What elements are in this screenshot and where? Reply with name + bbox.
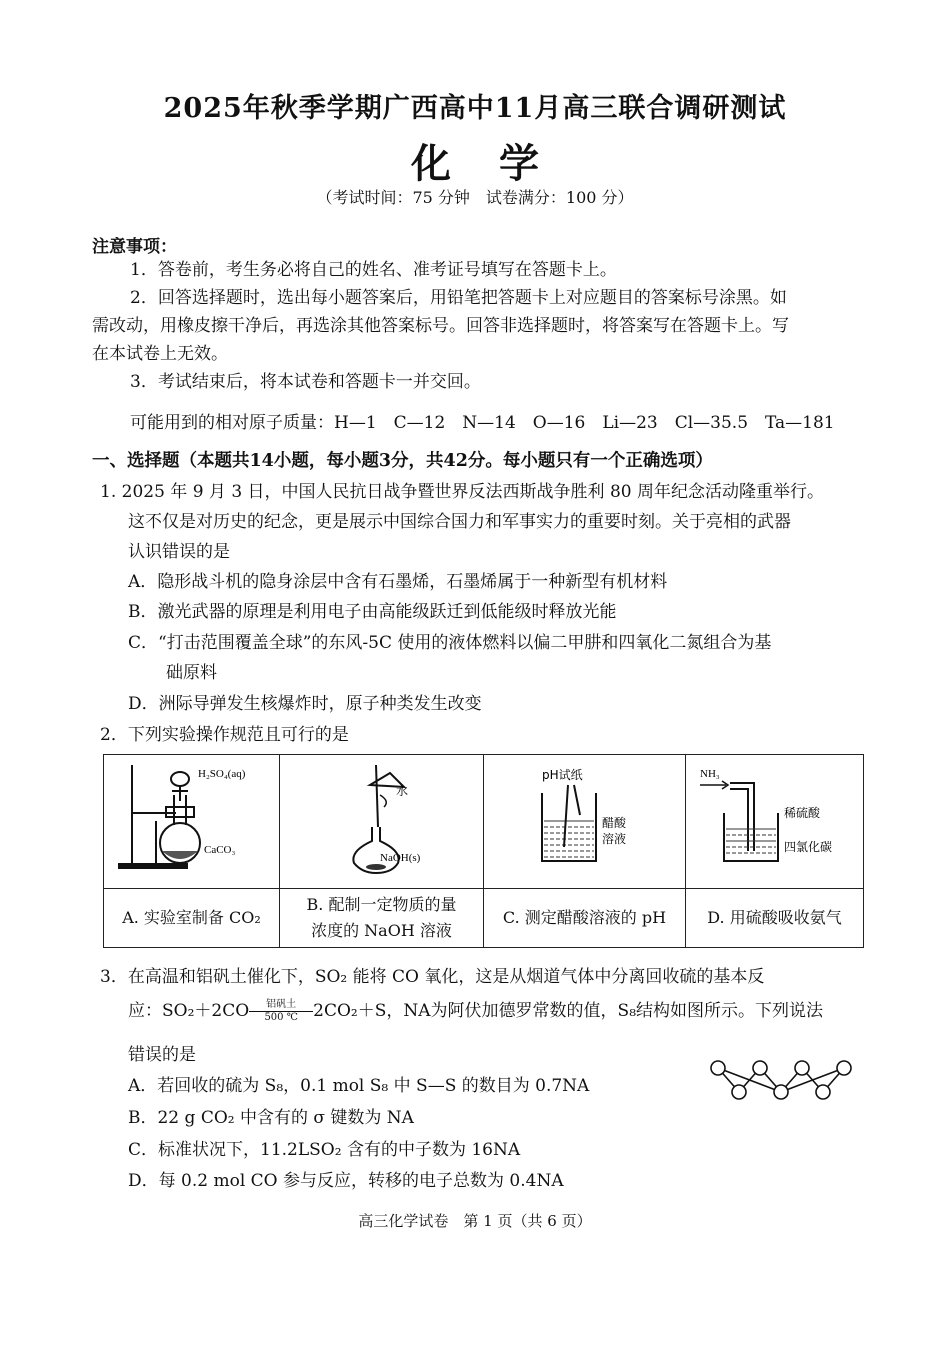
ph-test-diagram bbox=[484, 755, 686, 880]
q2-figure-b-cell bbox=[280, 755, 484, 889]
q2-caption-b bbox=[280, 889, 484, 948]
s-atom bbox=[774, 1085, 788, 1099]
exam-title: 2025年秋季学期广西高中11月高三联合调研测试 bbox=[163, 93, 787, 124]
q1-option-c-line-1: C．“打击范围覆盖全球”的东风-5C 使用的液体燃料以偏二甲肼和四氧化二氮组合为基 bbox=[128, 633, 772, 653]
fig-d-label-ccl4: 四氯化碳 bbox=[784, 840, 833, 854]
subject-char-2: 学 bbox=[499, 140, 539, 187]
q3-equation-prefix: 应：SO₂＋2CO bbox=[128, 1001, 250, 1021]
q2-caption-a-text: A. 实验室制备 CO₂ bbox=[122, 908, 261, 927]
q2-figure-table bbox=[103, 754, 864, 948]
subject-title bbox=[0, 132, 950, 189]
q3-equation-suffix: 2CO₂＋S，NA为阿伏加德罗常数的值，S₈结构如图所示。下列说法 bbox=[313, 1001, 824, 1021]
q3-option-c: C．标准状况下，11.2LSO₂ 含有的中子数为 16NA bbox=[128, 1140, 521, 1160]
atomic-masses: 可能用到的相对原子质量：H—1 C—12 N—14 O—16 Li—23 Cl—35.5 Ta—181 bbox=[130, 413, 835, 433]
q1-stem-line-2: 这不仅是对历史的纪念，更是展示中国综合国力和军事实力的重要时刻。关于亮相的武器 bbox=[128, 512, 791, 532]
q1-option-d: D．洲际导弹发生核爆炸时，原子种类发生改变 bbox=[128, 694, 482, 714]
s8-structure-diagram bbox=[706, 1054, 856, 1104]
q3-catalyst: 铝矾土 bbox=[266, 999, 297, 1010]
notice-item-2-line-2: 需改动，用橡皮擦干净后，再选涂其他答案标号。回答非选择题时，将答案写在答题卡上。写 bbox=[92, 316, 789, 336]
fig-a-label-caco3: CaCO₃ bbox=[204, 844, 236, 856]
fig-d-label-nh3: NH₃ bbox=[700, 768, 720, 780]
s-atom bbox=[837, 1061, 851, 1075]
q1-option-c-line-2: 础原料 bbox=[166, 663, 217, 683]
page-footer: 高三化学试卷 第 1 页（共 6 页） bbox=[358, 1212, 592, 1230]
exam-info: （考试时间：75 分钟 试卷满分：100 分） bbox=[316, 188, 634, 207]
s-atom bbox=[732, 1085, 746, 1099]
q2-caption-c bbox=[484, 889, 686, 948]
q3-option-d: D．每 0.2 mol CO 参与反应，转移的电子总数为 0.4NA bbox=[128, 1171, 564, 1191]
notice-item-1: 1．答卷前，考生务必将自己的姓名、准考证号填写在答题卡上。 bbox=[130, 260, 617, 280]
notice-heading: 注意事项： bbox=[92, 237, 177, 257]
notice-item-3: 3．考试结束后，将本试卷和答题卡一并交回。 bbox=[130, 372, 481, 392]
q2-caption-d-text: D. 用硫酸吸收氨气 bbox=[707, 908, 842, 927]
q2-figure-d-cell bbox=[686, 755, 864, 889]
q3-stem-line-3: 错误的是 bbox=[128, 1045, 196, 1065]
q3-option-a: A．若回收的硫为 S₈，0.1 mol S₈ 中 S—S 的数目为 0.7NA bbox=[128, 1076, 590, 1096]
fig-a-label-acid: H₂SO₄(aq) bbox=[198, 768, 246, 780]
ammonia-absorption-diagram bbox=[686, 755, 864, 880]
q2-caption-b-line-2: 浓度的 NaOH 溶液 bbox=[311, 921, 452, 940]
q2-caption-a bbox=[104, 889, 280, 948]
q2-caption-c-text: C. 测定醋酸溶液的 pH bbox=[502, 908, 667, 927]
s-atom bbox=[753, 1061, 767, 1075]
fig-b-label-naoh: NaOH(s) bbox=[380, 852, 421, 864]
q1-option-a: A．隐形战斗机的隐身涂层中含有石墨烯，石墨烯属于一种新型有机材料 bbox=[128, 572, 668, 592]
subject-char-1: 化 bbox=[411, 140, 451, 187]
naoh-flask-diagram bbox=[280, 755, 484, 880]
notice-item-2-line-1: 2．回答选择题时，选出每小题答案后，用铅笔把答题卡上对应题目的答案标号涂黑。如 bbox=[130, 288, 787, 308]
q1-stem-line-1: 1. 2025 年 9 月 3 日，中国人民抗日战争暨世界反法西斯战争胜利 80 周年纪念活动隆重举行。 bbox=[100, 482, 824, 502]
q2-figure-c-cell bbox=[484, 755, 686, 889]
fig-c-label-ph-paper: pH试纸 bbox=[542, 768, 583, 782]
q3-option-b: B．22 g CO₂ 中含有的 σ 键数为 NA bbox=[128, 1108, 414, 1128]
q2-stem: 2．下列实验操作规范且可行的是 bbox=[100, 725, 349, 745]
q1-stem-line-3: 认识错误的是 bbox=[128, 542, 230, 562]
q1-option-b: B．激光武器的原理是利用电子由高能级跃迁到低能级时释放光能 bbox=[128, 602, 617, 622]
s-atom bbox=[795, 1061, 809, 1075]
s-atom bbox=[816, 1085, 830, 1099]
q2-figure-a-cell bbox=[104, 755, 280, 889]
co2-apparatus-diagram bbox=[104, 755, 280, 880]
q3-equation-line bbox=[128, 996, 823, 1026]
q3-reaction-arrow bbox=[249, 999, 313, 1024]
q2-caption-d bbox=[686, 889, 864, 948]
fig-d-label-sulfuric-acid: 稀硫酸 bbox=[784, 806, 821, 820]
q3-stem-line-1: 3．在高温和铝矾土催化下，SO₂ 能将 CO 氧化，这是从烟道气体中分离回收硫的基本反 bbox=[100, 967, 765, 987]
q3-temperature: 500 ℃ bbox=[264, 1012, 298, 1023]
s-atom bbox=[711, 1061, 725, 1075]
fig-c-label-solution: 溶液 bbox=[602, 832, 627, 846]
fig-b-label-water: 水 bbox=[396, 784, 409, 798]
notice-item-2-line-3: 在本试卷上无效。 bbox=[92, 344, 228, 364]
section-1-heading: 一、选择题（本题共14小题，每小题3分，共42分。每小题只有一个正确选项） bbox=[92, 451, 713, 471]
fig-c-label-acid: 醋酸 bbox=[602, 816, 627, 830]
q2-caption-b-line-1: B. 配制一定物质的量 bbox=[306, 895, 457, 914]
